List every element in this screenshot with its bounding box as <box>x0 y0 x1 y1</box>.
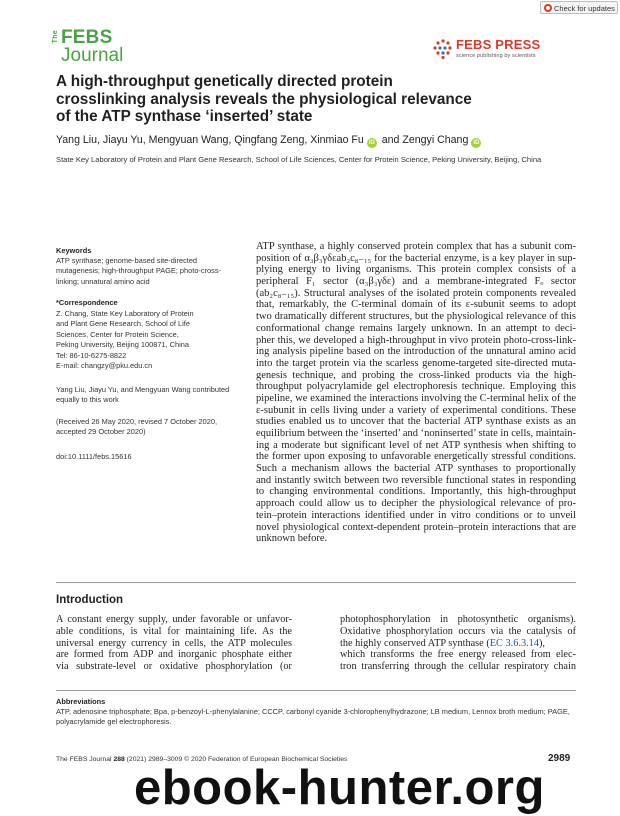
watermark: ebook-hunter.org <box>134 761 545 815</box>
intro-line-with-link: the highly conserved ATP synthase (EC 3.6.3.14), <box>340 637 545 649</box>
title-line: of the ATP synthase ‘inserted’ state <box>56 108 313 125</box>
correspondence-text <box>56 309 236 371</box>
keywords-heading: Keywords <box>56 246 92 255</box>
authors-main: Yang Liu, Jiayu Yu, Mengyuan Wang, Qingfang Zeng, Xinmiao Fu <box>56 134 364 146</box>
orcid-icon[interactable]: iD <box>473 140 480 146</box>
correspondence-line: Peking University, Beijing 100871, China <box>56 340 189 350</box>
abstract-line: equilibrium between the ‘inserted’ and ‘noninserted’ state in cells, maintain- <box>256 428 576 439</box>
press-tagline: science publishing by scientists <box>456 53 536 59</box>
abstract-line: pher this, we developed a high-throughput in vivo protein photo-cross-link- <box>256 334 576 346</box>
ec-number-link[interactable]: EC 3.6.3.14 <box>489 637 539 649</box>
abstract-line: Such a mechanism allows the bacterial ATP synthases to proportionally <box>256 463 576 475</box>
febs-press-dots-icon <box>432 38 454 60</box>
authors-connector: and Zengyi Chang <box>381 134 469 146</box>
abstract-line: novel physiological context-dependent protein–protein interactions that are <box>256 521 576 533</box>
keywords-text: ATP synthase; genome-based site-directed mutagenesis; high-throughput PAGE; photo-cross-linking; unnatural amino acid <box>56 256 222 286</box>
abstract-line: studies enabled us to uncover that the bacterial ATP synthase exists as an <box>256 416 576 428</box>
abstract-line: (ab₂c₈₋₁₅). Structural analyses of the isolated protein components revealed <box>256 287 576 299</box>
abstract-line: ing analysis pipeline based on the introduction of the unnatural amino acid <box>256 346 576 358</box>
logo-the: The <box>52 30 59 44</box>
intro-line: Oxidative phosphorylation occurs via the catalysis of <box>340 625 576 637</box>
abstract-line: ε-subunit in cells living under a variety of experimental conditions. These <box>256 404 576 416</box>
introduction-right-column <box>340 614 576 673</box>
abstract-line: tein–protein interactions identified under in vitro conditions or to unveil <box>256 509 576 521</box>
correspondence-line: Sciences, Center for Protein Science, <box>56 329 179 339</box>
footer-volume: 288 <box>113 756 125 763</box>
equal-contribution-note: Yang Liu, Jiayu Yu, and Mengyuan Wang contributed equally to this work <box>56 385 230 405</box>
page-number: 2989 <box>548 753 571 764</box>
abbreviations-text: ATP, adenosine triphosphate; Bpa, p-benzoyl-L-phenylalanine; CCCP, carbonyl cyanide 3-chlorophenylhydrazone; LB medium, Lennox broth medium; PAGE, polyacrylamide gel electrophoresis. <box>56 707 570 727</box>
received-dates: (Received 26 May 2020, revised 7 October 2020, accepted 29 October 2020) <box>56 417 218 437</box>
abstract <box>256 241 576 545</box>
febs-journal-logo <box>50 28 140 68</box>
check-updates-icon <box>544 4 552 12</box>
intro-line: universal energy currency in cells, the ATP molecules <box>56 637 292 649</box>
affiliation: State Key Laboratory of Protein and Plant Gene Research, School of Life Sciences, Center for Protein Science, Peking University, Beijing, China <box>56 155 542 164</box>
abstract-line: unknown before. <box>256 533 328 545</box>
correspondence-line: Z. Chang, State Key Laboratory of Protein <box>56 309 194 318</box>
intro-line: able conditions, is vital for maintaining life. As the <box>56 625 292 637</box>
article-title <box>56 73 576 126</box>
abstract-line: conformational change remains largely unknown. In an attempt to deci- <box>256 322 576 334</box>
abstract-line: into the target protein via the scarless genome-targeted site-directed muta- <box>256 357 576 369</box>
check-updates-label: Check for updates <box>554 4 615 13</box>
abstract-line: plying energy to living organisms. This protein complex consists of a <box>256 264 576 276</box>
title-line: A high-throughput genetically directed protein <box>56 73 393 90</box>
doi-link[interactable]: doi:10.1111/febs.15616 <box>56 452 132 461</box>
correspondence-line: Tel: 86-10-6275-8822 <box>56 350 127 360</box>
intro-line: via substrate-level or oxidative phosphorylation (or <box>56 661 292 673</box>
abstract-line: that, remarkably, the C-terminal domain of its ε-subunit seems to adopt <box>256 299 576 311</box>
logo-febs: FEBS <box>61 27 113 48</box>
correspondence-email[interactable]: E-mail: changzy@pku.edu.cn <box>56 361 153 371</box>
abstract-line: pipeline, we examined the interactions involving the C-terminal helix of the <box>256 392 576 404</box>
footer-copyright: (2021) 2989–3009 © 2020 Federation of European Biochemical Societies <box>126 756 348 763</box>
intro-line: which transforms the free energy released from elec- <box>340 649 576 661</box>
logo-journal: Journal <box>61 45 124 66</box>
abstract-line: ing a moderate but significant level of net ATP synthesis when shifting to <box>256 439 576 451</box>
check-for-updates-button[interactable] <box>540 1 618 14</box>
abstract-line: the former upon exposing to unfavorable energetically stressful conditions. <box>256 451 576 463</box>
febs-press-logo <box>432 36 548 66</box>
abstract-line: approach could allow us to decipher the physiological relevance of pro- <box>256 498 576 510</box>
orcid-icon[interactable]: iD <box>368 140 375 146</box>
intro-line: photophosphorylation in photosynthetic organisms). <box>340 614 576 625</box>
intro-line: are formed from ADP and inorganic phosphate either <box>56 649 292 661</box>
abstract-line: ATP synthase, a highly conserved protein complex that has a subunit com- <box>256 241 576 252</box>
footer-journal: The FEBS Journal <box>56 756 112 763</box>
abstract-line: genesis technique, and probing the cross-linked products via the high- <box>256 369 576 381</box>
intro-line: tron transferring through the cellular respiratory chain <box>340 661 576 673</box>
abstract-line: position of α₃β₃γδεab₂c₈₋₁₅ for the bacterial enzyme, is a key player in sup- <box>256 252 576 264</box>
correspondence-heading: *Correspondence <box>56 298 118 307</box>
abstract-line: throughput polyacrylamide gel electrophoresis technique. Employing this <box>256 381 576 393</box>
title-line: crosslinking analysis reveals the physiological relevance <box>56 90 472 108</box>
correspondence-line: and Plant Gene Research, School of Life <box>56 319 190 329</box>
author-list <box>56 133 576 148</box>
abstract-line: two dramatically different structures, but the physiological relevance of this <box>256 311 576 323</box>
intro-line: A constant energy supply, under favorable or unfavor- <box>56 614 292 625</box>
introduction-left-column <box>56 614 292 673</box>
abstract-line: to changing environmental conditions. Importantly, this high-throughput <box>256 486 576 498</box>
abbreviations-heading: Abbreviations <box>56 697 106 706</box>
press-name: FEBS PRESS <box>456 37 541 52</box>
abstract-line: and instantly switch between two reversible functional states in responding <box>256 474 576 486</box>
introduction-heading: Introduction <box>56 594 124 606</box>
section-divider <box>56 690 576 691</box>
section-divider <box>56 582 576 583</box>
abstract-line: peripheral F₁ sector (α₃β₃γδε) and a membrane-integrated Fₒ sector <box>256 276 576 288</box>
